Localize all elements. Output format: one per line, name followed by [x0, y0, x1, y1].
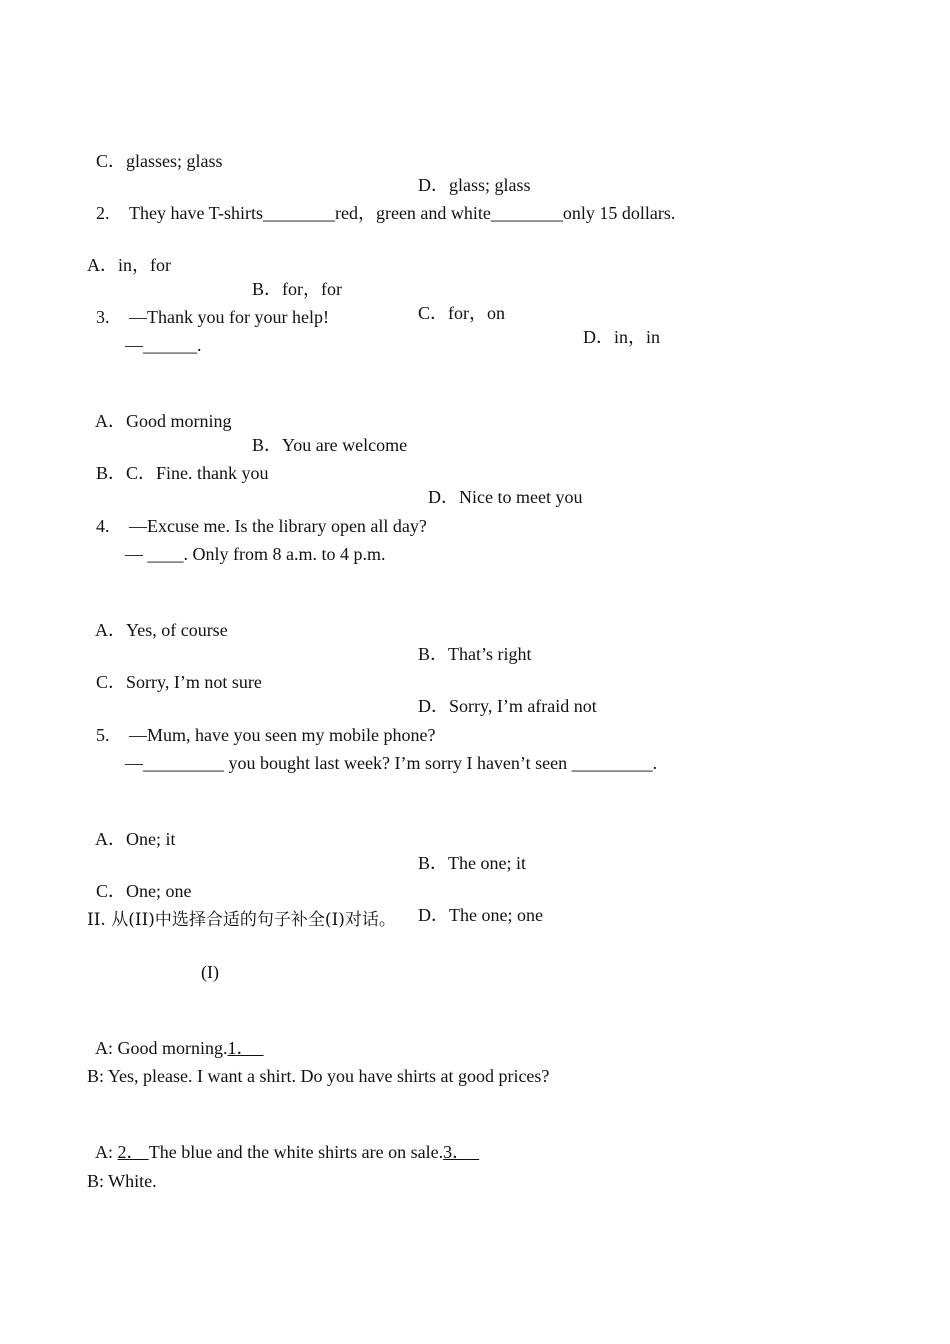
- q4-stem-text: —Excuse me. Is the library open all day?: [129, 516, 427, 536]
- dialogue-line-4: B: White.: [87, 1171, 157, 1191]
- blank-2: 2．: [117, 1142, 145, 1162]
- q5-option-d: D．The one; one: [418, 905, 543, 925]
- q2-option-d: D．in，in: [583, 327, 661, 347]
- q4-option-a: A．Yes, of course: [95, 620, 228, 640]
- q4-option-c: C．Sorry, I’m not sure: [96, 672, 262, 692]
- q3-stem: [87, 281, 329, 329]
- q5-stem: [87, 699, 435, 747]
- blank-1: 1．: [227, 1038, 255, 1058]
- q3-stem-text: —Thank you for your help!: [129, 307, 329, 327]
- q4-option-d: D．Sorry, I’m afraid not: [418, 696, 597, 716]
- dialogue-line-1-text: A: Good morning.: [95, 1038, 228, 1058]
- blank-3: 3．: [443, 1142, 471, 1162]
- section-2-heading: II. 从(II)中选择合适的句子补全(I)对话。: [87, 910, 396, 930]
- dialogue-line-3-text: The blue and the white shirts are on sale.: [148, 1142, 444, 1162]
- q3-option-a: A．Good morning: [95, 411, 232, 431]
- q5-stem-text: —Mum, have you seen my mobile phone?: [129, 725, 436, 745]
- q5-number: 5.: [96, 725, 110, 745]
- section-2-part-label: (I): [201, 962, 219, 982]
- q4-number: 4.: [96, 516, 110, 536]
- q2-stem-text: They have T-shirts________red，green and white________only 15 dollars.: [129, 203, 676, 223]
- q5-option-a: A．One; it: [95, 829, 176, 849]
- q1-option-c: C．glasses; glass: [96, 151, 223, 171]
- q5-reply: —_________ you bought last week? I’m sorry I haven’t seen _________.: [125, 753, 658, 773]
- q2-option-b: B．for，for: [252, 279, 342, 299]
- q3-reply: —______.: [125, 335, 202, 355]
- q5-option-b: B．The one; it: [418, 853, 526, 873]
- q2-option-a: A．in，for: [87, 255, 171, 275]
- dialogue-line-1: [87, 1012, 264, 1060]
- q3-option-c: B．C．Fine. thank you: [96, 463, 269, 483]
- q2-number: 2.: [96, 203, 110, 223]
- q3-option-d: D．Nice to meet you: [428, 487, 583, 507]
- q4-option-b: B．That’s right: [418, 644, 532, 664]
- q5-option-c: C．One; one: [96, 881, 192, 901]
- dialogue-line-2: B: Yes, please. I want a shirt. Do you have shirts at good prices?: [87, 1066, 550, 1086]
- dialogue-line-3-prefix: A:: [95, 1142, 118, 1162]
- q4-reply: — ____. Only from 8 a.m. to 4 p.m.: [125, 544, 386, 564]
- q2-stem: [87, 177, 675, 225]
- q2-option-c: C．for，on: [418, 303, 505, 323]
- q3-option-b: B．You are welcome: [252, 435, 408, 455]
- q4-stem: [87, 490, 427, 538]
- q3-number: 3.: [96, 307, 110, 327]
- dialogue-line-3: [87, 1116, 479, 1164]
- q1-option-d: D．glass; glass: [418, 175, 531, 195]
